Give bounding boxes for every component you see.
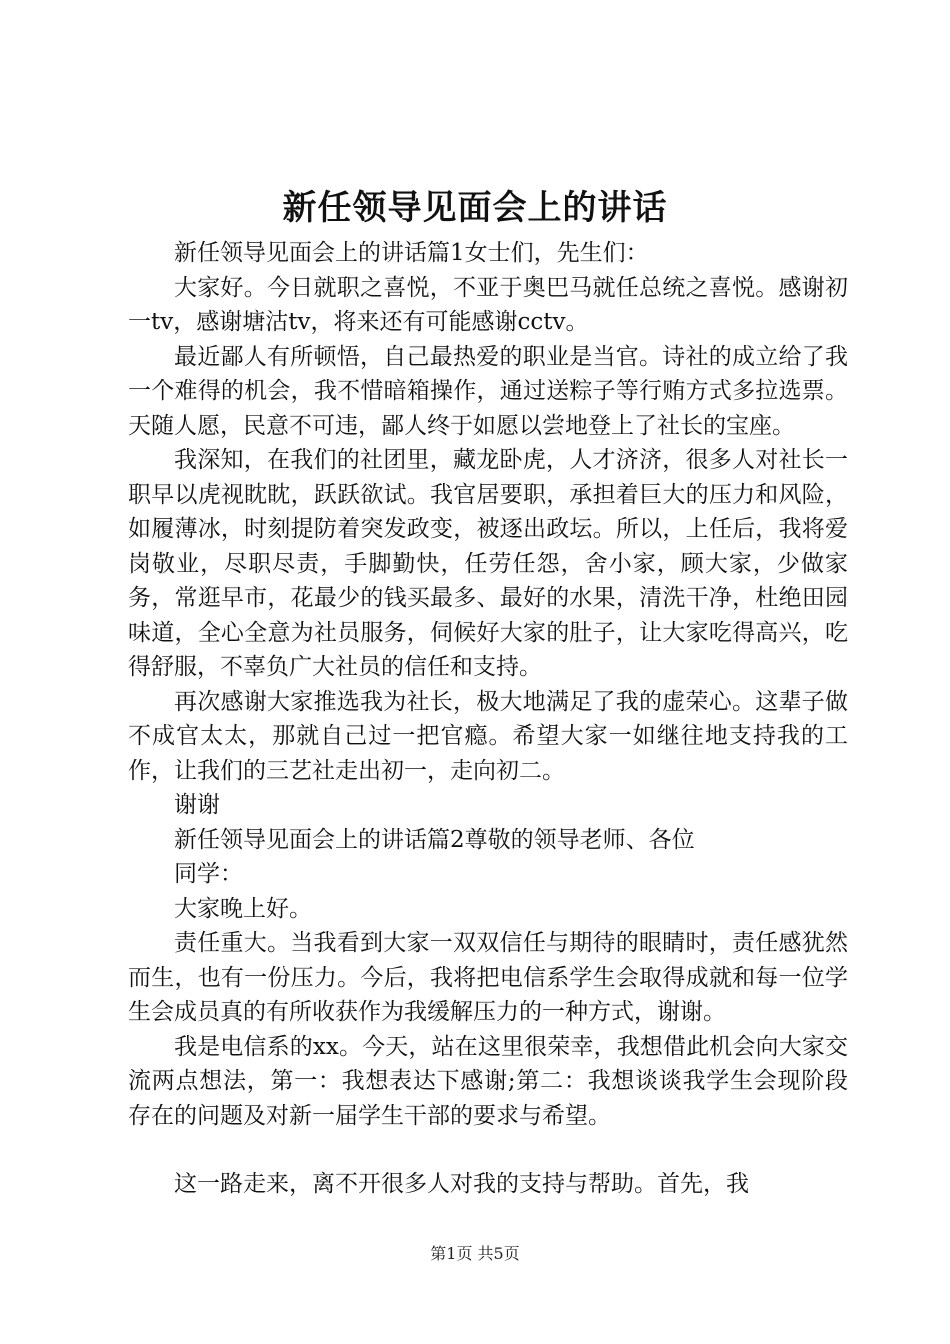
paragraph: 大家好。今日就职之喜悦，不亚于奥巴马就任总统之喜悦。感谢初一tv，感谢塘沽tv，将来还有可能感谢cctv。 [128,274,848,335]
paragraph: 我是电信系的xx。今天，站在这里很荣幸，我想借此机会向大家交流两点想法，第一：我想表达下感谢;第二：我想谈谈我学生会现阶段存在的问题及对新一届学生干部的要求与希望。 [128,1033,848,1129]
paragraph: 谢谢 [174,792,220,818]
paragraph: 新任领导见面会上的讲话篇1女士们，先生们： [174,240,649,266]
paragraph: 新任领导见面会上的讲话篇2尊敬的领导老师、各位 [174,826,695,853]
paragraph: 大家晚上好。 [174,895,312,922]
page-number: 第1页 共5页 [430,1244,520,1263]
paragraph: 责任重大。当我看到大家一双双信任与期待的眼睛时，责任感犹然而生，也有一份压力。今后，我将把电信系学生会取得成就和每一位学生会成员真的有所收获作为我缓解压力的一种方式，谢谢。 [128,930,848,1025]
paragraph: 这一路走来，离不开很多人对我的支持与帮助。首先，我 [174,1171,749,1197]
paragraph: 同学： [174,861,243,887]
document-title: 新任领导见面会上的讲话 [282,188,668,228]
paragraph: 我深知，在我们的社团里，藏龙卧虎，人才济济，很多人对社长一职早以虎视眈眈，跃跃欲试。我官居要职，承担着巨大的压力和风险，如履薄冰，时刻提防着突发政变，被逐出政坛。所以，上任后，我将爱岗敬业，尽职尽责，手脚勤快，任劳任怨，舍小家，顾大家，少做家务，常逛早市，花最少的钱买最多、最好的水果，清洗干净，杜绝田园味道，全心全意为社员服务，伺候好大家的肚子，让大家吃得高兴，吃得舒服，不辜负广大社员的信任和支持。 [128,447,848,680]
document-body [128,236,848,1202]
paragraph: 最近鄙人有所顿悟，自己最热爱的职业是当官。诗社的成立给了我一个难得的机会，我不惜暗箱操作，通过送粽子等行贿方式多拉选票。天随人愿，民意不可违，鄙人终于如愿以尝地登上了社长的宝座。 [128,343,848,439]
paragraph: 再次感谢大家推选我为社长，极大地满足了我的虚荣心。这辈子做不成官太太，那就自己过一把官瘾。希望大家一如继往地支持我的工作，让我们的三艺社走出初一，走向初二。 [128,688,848,784]
